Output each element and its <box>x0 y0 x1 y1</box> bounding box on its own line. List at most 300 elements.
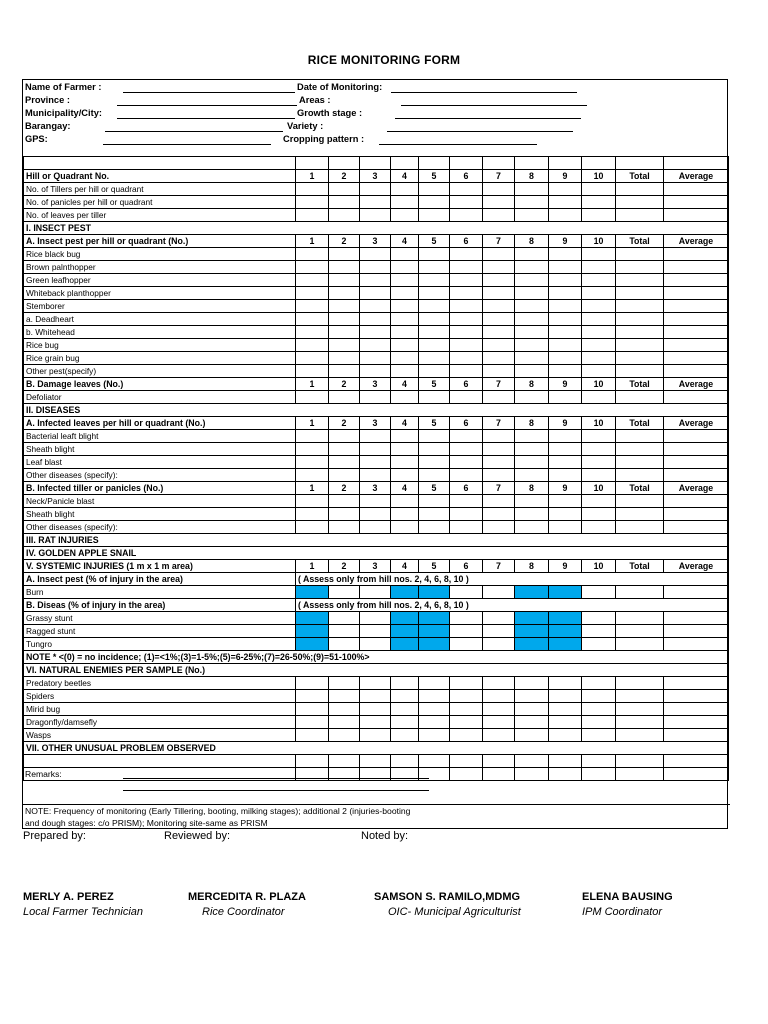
entry-cell[interactable] <box>664 521 729 534</box>
entry-cell[interactable] <box>664 625 729 638</box>
entry-cell[interactable] <box>515 300 549 313</box>
entry-cell[interactable] <box>419 261 450 274</box>
entry-cell[interactable] <box>582 365 616 378</box>
entry-cell[interactable] <box>360 287 391 300</box>
entry-cell[interactable] <box>360 625 391 638</box>
entry-cell[interactable] <box>296 677 329 690</box>
entry-cell[interactable] <box>582 326 616 339</box>
entry-cell[interactable] <box>419 443 450 456</box>
entry-cell[interactable] <box>360 716 391 729</box>
entry-cell[interactable] <box>515 755 549 768</box>
entry-cell[interactable] <box>483 430 515 443</box>
entry-cell[interactable] <box>329 729 360 742</box>
entry-cell[interactable] <box>450 625 483 638</box>
entry-cell[interactable] <box>360 261 391 274</box>
entry-cell[interactable] <box>450 196 483 209</box>
entry-cell[interactable] <box>360 456 391 469</box>
entry-cell[interactable] <box>515 196 549 209</box>
entry-cell[interactable] <box>549 508 582 521</box>
entry-cell[interactable] <box>582 703 616 716</box>
row-label[interactable] <box>24 755 296 768</box>
entry-cell[interactable] <box>582 391 616 404</box>
entry-cell[interactable] <box>419 196 450 209</box>
entry-cell[interactable] <box>296 586 329 599</box>
entry-cell[interactable] <box>616 248 664 261</box>
entry-cell[interactable] <box>450 495 483 508</box>
entry-cell[interactable] <box>616 157 664 170</box>
entry-cell[interactable] <box>616 612 664 625</box>
entry-cell[interactable] <box>419 339 450 352</box>
entry-cell[interactable] <box>549 287 582 300</box>
entry-cell[interactable] <box>391 716 419 729</box>
entry-cell[interactable] <box>360 703 391 716</box>
entry-cell[interactable] <box>515 703 549 716</box>
entry-cell[interactable] <box>450 586 483 599</box>
entry-cell[interactable] <box>329 339 360 352</box>
entry-cell[interactable] <box>419 157 450 170</box>
entry-cell[interactable] <box>360 508 391 521</box>
farmer-name-field[interactable] <box>123 92 295 93</box>
entry-cell[interactable] <box>296 430 329 443</box>
entry-cell[interactable] <box>483 729 515 742</box>
entry-cell[interactable] <box>549 209 582 222</box>
entry-cell[interactable] <box>391 677 419 690</box>
entry-cell[interactable] <box>391 157 419 170</box>
entry-cell[interactable] <box>360 391 391 404</box>
entry-cell[interactable] <box>515 469 549 482</box>
entry-cell[interactable] <box>582 521 616 534</box>
entry-cell[interactable] <box>515 625 549 638</box>
entry-cell[interactable] <box>616 287 664 300</box>
entry-cell[interactable] <box>483 469 515 482</box>
entry-cell[interactable] <box>450 313 483 326</box>
entry-cell[interactable] <box>419 326 450 339</box>
entry-cell[interactable] <box>391 690 419 703</box>
entry-cell[interactable] <box>329 495 360 508</box>
entry-cell[interactable] <box>515 677 549 690</box>
entry-cell[interactable] <box>483 183 515 196</box>
entry-cell[interactable] <box>391 755 419 768</box>
entry-cell[interactable] <box>549 716 582 729</box>
entry-cell[interactable] <box>329 521 360 534</box>
entry-cell[interactable] <box>582 755 616 768</box>
entry-cell[interactable] <box>582 495 616 508</box>
entry-cell[interactable] <box>360 755 391 768</box>
entry-cell[interactable] <box>582 248 616 261</box>
entry-cell[interactable] <box>296 391 329 404</box>
entry-cell[interactable] <box>419 495 450 508</box>
date-monitoring-field[interactable] <box>391 92 577 93</box>
entry-cell[interactable] <box>515 586 549 599</box>
entry-cell[interactable] <box>391 352 419 365</box>
entry-cell[interactable] <box>391 703 419 716</box>
entry-cell[interactable] <box>515 261 549 274</box>
entry-cell[interactable] <box>664 495 729 508</box>
entry-cell[interactable] <box>582 157 616 170</box>
entry-cell[interactable] <box>483 391 515 404</box>
entry-cell[interactable] <box>296 326 329 339</box>
entry-cell[interactable] <box>549 183 582 196</box>
entry-cell[interactable] <box>360 521 391 534</box>
entry-cell[interactable] <box>664 248 729 261</box>
entry-cell[interactable] <box>329 313 360 326</box>
entry-cell[interactable] <box>616 261 664 274</box>
entry-cell[interactable] <box>483 274 515 287</box>
entry-cell[interactable] <box>296 456 329 469</box>
entry-cell[interactable] <box>483 677 515 690</box>
entry-cell[interactable] <box>450 508 483 521</box>
entry-cell[interactable] <box>483 456 515 469</box>
entry-cell[interactable] <box>616 677 664 690</box>
entry-cell[interactable] <box>329 469 360 482</box>
entry-cell[interactable] <box>549 495 582 508</box>
entry-cell[interactable] <box>616 196 664 209</box>
entry-cell[interactable] <box>483 326 515 339</box>
entry-cell[interactable] <box>391 261 419 274</box>
entry-cell[interactable] <box>360 196 391 209</box>
entry-cell[interactable] <box>664 729 729 742</box>
entry-cell[interactable] <box>549 300 582 313</box>
entry-cell[interactable] <box>515 313 549 326</box>
entry-cell[interactable] <box>616 586 664 599</box>
entry-cell[interactable] <box>664 755 729 768</box>
entry-cell[interactable] <box>483 638 515 651</box>
entry-cell[interactable] <box>664 716 729 729</box>
entry-cell[interactable] <box>329 716 360 729</box>
entry-cell[interactable] <box>329 755 360 768</box>
entry-cell[interactable] <box>483 300 515 313</box>
areas-field[interactable] <box>401 105 587 106</box>
row-label[interactable] <box>24 157 296 170</box>
entry-cell[interactable] <box>450 339 483 352</box>
entry-cell[interactable] <box>360 209 391 222</box>
entry-cell[interactable] <box>549 157 582 170</box>
entry-cell[interactable] <box>329 183 360 196</box>
entry-cell[interactable] <box>549 430 582 443</box>
entry-cell[interactable] <box>483 248 515 261</box>
entry-cell[interactable] <box>296 690 329 703</box>
entry-cell[interactable] <box>664 638 729 651</box>
entry-cell[interactable] <box>419 625 450 638</box>
remarks-line-1[interactable] <box>123 778 429 779</box>
entry-cell[interactable] <box>360 690 391 703</box>
entry-cell[interactable] <box>329 261 360 274</box>
entry-cell[interactable] <box>515 365 549 378</box>
entry-cell[interactable] <box>391 521 419 534</box>
entry-cell[interactable] <box>616 495 664 508</box>
entry-cell[interactable] <box>329 690 360 703</box>
entry-cell[interactable] <box>360 326 391 339</box>
entry-cell[interactable] <box>360 586 391 599</box>
entry-cell[interactable] <box>329 586 360 599</box>
entry-cell[interactable] <box>391 326 419 339</box>
entry-cell[interactable] <box>360 612 391 625</box>
entry-cell[interactable] <box>329 209 360 222</box>
entry-cell[interactable] <box>360 729 391 742</box>
entry-cell[interactable] <box>515 352 549 365</box>
entry-cell[interactable] <box>360 469 391 482</box>
entry-cell[interactable] <box>515 521 549 534</box>
entry-cell[interactable] <box>419 287 450 300</box>
entry-cell[interactable] <box>450 209 483 222</box>
entry-cell[interactable] <box>419 521 450 534</box>
entry-cell[interactable] <box>296 625 329 638</box>
entry-cell[interactable] <box>296 248 329 261</box>
entry-cell[interactable] <box>296 339 329 352</box>
entry-cell[interactable] <box>616 443 664 456</box>
entry-cell[interactable] <box>450 300 483 313</box>
entry-cell[interactable] <box>515 287 549 300</box>
entry-cell[interactable] <box>419 586 450 599</box>
entry-cell[interactable] <box>296 495 329 508</box>
entry-cell[interactable] <box>450 183 483 196</box>
entry-cell[interactable] <box>582 352 616 365</box>
entry-cell[interactable] <box>664 586 729 599</box>
entry-cell[interactable] <box>582 209 616 222</box>
entry-cell[interactable] <box>483 716 515 729</box>
entry-cell[interactable] <box>296 287 329 300</box>
entry-cell[interactable] <box>296 755 329 768</box>
entry-cell[interactable] <box>664 287 729 300</box>
entry-cell[interactable] <box>450 352 483 365</box>
entry-cell[interactable] <box>450 443 483 456</box>
entry-cell[interactable] <box>329 157 360 170</box>
entry-cell[interactable] <box>616 430 664 443</box>
entry-cell[interactable] <box>360 339 391 352</box>
entry-cell[interactable] <box>483 625 515 638</box>
entry-cell[interactable] <box>549 469 582 482</box>
entry-cell[interactable] <box>483 261 515 274</box>
entry-cell[interactable] <box>391 508 419 521</box>
entry-cell[interactable] <box>549 391 582 404</box>
entry-cell[interactable] <box>360 248 391 261</box>
entry-cell[interactable] <box>391 443 419 456</box>
entry-cell[interactable] <box>616 352 664 365</box>
entry-cell[interactable] <box>419 352 450 365</box>
entry-cell[interactable] <box>616 690 664 703</box>
entry-cell[interactable] <box>616 391 664 404</box>
entry-cell[interactable] <box>360 677 391 690</box>
entry-cell[interactable] <box>296 352 329 365</box>
entry-cell[interactable] <box>664 443 729 456</box>
entry-cell[interactable] <box>419 469 450 482</box>
entry-cell[interactable] <box>450 469 483 482</box>
entry-cell[interactable] <box>419 729 450 742</box>
entry-cell[interactable] <box>450 274 483 287</box>
entry-cell[interactable] <box>549 690 582 703</box>
entry-cell[interactable] <box>391 729 419 742</box>
entry-cell[interactable] <box>483 495 515 508</box>
entry-cell[interactable] <box>450 248 483 261</box>
entry-cell[interactable] <box>296 443 329 456</box>
entry-cell[interactable] <box>360 313 391 326</box>
entry-cell[interactable] <box>616 729 664 742</box>
entry-cell[interactable] <box>419 612 450 625</box>
entry-cell[interactable] <box>450 430 483 443</box>
entry-cell[interactable] <box>419 638 450 651</box>
entry-cell[interactable] <box>296 729 329 742</box>
entry-cell[interactable] <box>549 274 582 287</box>
entry-cell[interactable] <box>296 469 329 482</box>
entry-cell[interactable] <box>450 638 483 651</box>
entry-cell[interactable] <box>549 326 582 339</box>
entry-cell[interactable] <box>296 313 329 326</box>
barangay-field[interactable] <box>105 131 283 132</box>
entry-cell[interactable] <box>450 729 483 742</box>
entry-cell[interactable] <box>419 183 450 196</box>
entry-cell[interactable] <box>515 157 549 170</box>
entry-cell[interactable] <box>664 690 729 703</box>
entry-cell[interactable] <box>549 521 582 534</box>
entry-cell[interactable] <box>419 677 450 690</box>
entry-cell[interactable] <box>360 495 391 508</box>
entry-cell[interactable] <box>419 313 450 326</box>
entry-cell[interactable] <box>582 339 616 352</box>
entry-cell[interactable] <box>549 352 582 365</box>
entry-cell[interactable] <box>391 365 419 378</box>
entry-cell[interactable] <box>483 755 515 768</box>
entry-cell[interactable] <box>515 430 549 443</box>
entry-cell[interactable] <box>664 456 729 469</box>
entry-cell[interactable] <box>419 703 450 716</box>
entry-cell[interactable] <box>515 326 549 339</box>
entry-cell[interactable] <box>360 352 391 365</box>
entry-cell[interactable] <box>419 209 450 222</box>
entry-cell[interactable] <box>329 443 360 456</box>
entry-cell[interactable] <box>391 456 419 469</box>
entry-cell[interactable] <box>616 755 664 768</box>
entry-cell[interactable] <box>391 469 419 482</box>
entry-cell[interactable] <box>549 729 582 742</box>
entry-cell[interactable] <box>549 248 582 261</box>
entry-cell[interactable] <box>582 313 616 326</box>
entry-cell[interactable] <box>329 287 360 300</box>
entry-cell[interactable] <box>296 183 329 196</box>
entry-cell[interactable] <box>360 430 391 443</box>
entry-cell[interactable] <box>515 209 549 222</box>
entry-cell[interactable] <box>549 443 582 456</box>
entry-cell[interactable] <box>360 443 391 456</box>
entry-cell[interactable] <box>450 456 483 469</box>
entry-cell[interactable] <box>549 677 582 690</box>
municipality-field[interactable] <box>117 118 295 119</box>
entry-cell[interactable] <box>616 209 664 222</box>
entry-cell[interactable] <box>329 248 360 261</box>
entry-cell[interactable] <box>296 196 329 209</box>
entry-cell[interactable] <box>450 703 483 716</box>
entry-cell[interactable] <box>391 313 419 326</box>
entry-cell[interactable] <box>483 612 515 625</box>
entry-cell[interactable] <box>549 586 582 599</box>
entry-cell[interactable] <box>582 729 616 742</box>
entry-cell[interactable] <box>549 612 582 625</box>
entry-cell[interactable] <box>450 716 483 729</box>
entry-cell[interactable] <box>664 508 729 521</box>
entry-cell[interactable] <box>664 703 729 716</box>
entry-cell[interactable] <box>582 508 616 521</box>
entry-cell[interactable] <box>296 209 329 222</box>
entry-cell[interactable] <box>582 638 616 651</box>
entry-cell[interactable] <box>419 300 450 313</box>
entry-cell[interactable] <box>616 716 664 729</box>
entry-cell[interactable] <box>419 365 450 378</box>
entry-cell[interactable] <box>515 248 549 261</box>
entry-cell[interactable] <box>450 287 483 300</box>
growth-stage-field[interactable] <box>395 118 581 119</box>
entry-cell[interactable] <box>391 586 419 599</box>
entry-cell[interactable] <box>515 612 549 625</box>
entry-cell[interactable] <box>329 274 360 287</box>
entry-cell[interactable] <box>616 326 664 339</box>
entry-cell[interactable] <box>483 209 515 222</box>
entry-cell[interactable] <box>549 456 582 469</box>
entry-cell[interactable] <box>582 469 616 482</box>
entry-cell[interactable] <box>515 508 549 521</box>
entry-cell[interactable] <box>582 300 616 313</box>
entry-cell[interactable] <box>664 261 729 274</box>
entry-cell[interactable] <box>616 339 664 352</box>
entry-cell[interactable] <box>549 196 582 209</box>
entry-cell[interactable] <box>616 300 664 313</box>
entry-cell[interactable] <box>483 196 515 209</box>
entry-cell[interactable] <box>616 703 664 716</box>
entry-cell[interactable] <box>483 690 515 703</box>
entry-cell[interactable] <box>391 209 419 222</box>
entry-cell[interactable] <box>664 274 729 287</box>
entry-cell[interactable] <box>582 261 616 274</box>
entry-cell[interactable] <box>483 586 515 599</box>
entry-cell[interactable] <box>582 196 616 209</box>
entry-cell[interactable] <box>515 690 549 703</box>
entry-cell[interactable] <box>391 196 419 209</box>
entry-cell[interactable] <box>616 638 664 651</box>
entry-cell[interactable] <box>419 716 450 729</box>
entry-cell[interactable] <box>582 677 616 690</box>
entry-cell[interactable] <box>515 183 549 196</box>
entry-cell[interactable] <box>296 365 329 378</box>
entry-cell[interactable] <box>515 729 549 742</box>
entry-cell[interactable] <box>419 248 450 261</box>
entry-cell[interactable] <box>483 313 515 326</box>
entry-cell[interactable] <box>360 300 391 313</box>
entry-cell[interactable] <box>549 638 582 651</box>
entry-cell[interactable] <box>296 508 329 521</box>
entry-cell[interactable] <box>450 261 483 274</box>
entry-cell[interactable] <box>329 638 360 651</box>
entry-cell[interactable] <box>582 430 616 443</box>
entry-cell[interactable] <box>616 625 664 638</box>
variety-field[interactable] <box>387 131 573 132</box>
entry-cell[interactable] <box>450 677 483 690</box>
entry-cell[interactable] <box>391 391 419 404</box>
entry-cell[interactable] <box>296 703 329 716</box>
entry-cell[interactable] <box>329 456 360 469</box>
entry-cell[interactable] <box>483 352 515 365</box>
entry-cell[interactable] <box>391 612 419 625</box>
entry-cell[interactable] <box>450 391 483 404</box>
entry-cell[interactable] <box>582 443 616 456</box>
entry-cell[interactable] <box>616 313 664 326</box>
entry-cell[interactable] <box>664 612 729 625</box>
entry-cell[interactable] <box>329 612 360 625</box>
entry-cell[interactable] <box>450 612 483 625</box>
cropping-pattern-field[interactable] <box>379 144 537 145</box>
entry-cell[interactable] <box>391 339 419 352</box>
entry-cell[interactable] <box>582 690 616 703</box>
entry-cell[interactable] <box>616 365 664 378</box>
entry-cell[interactable] <box>549 339 582 352</box>
entry-cell[interactable] <box>450 157 483 170</box>
